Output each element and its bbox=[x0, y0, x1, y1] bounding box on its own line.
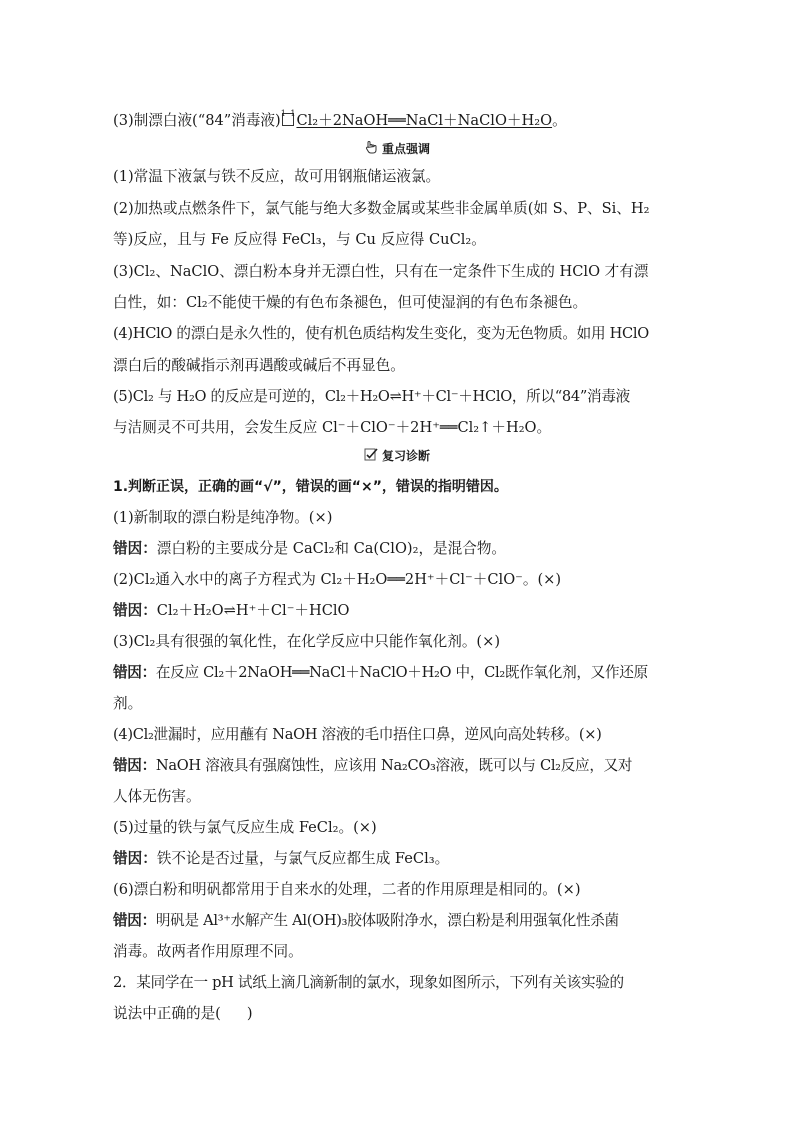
judgement-item: (4)Cl₂泄漏时，应用蘸有 NaOH 溶液的毛巾捂住口鼻，逆风向高处转移。(×) bbox=[113, 726, 602, 743]
text: 在反应 Cl₂＋2NaOH══NaCl＋NaClO＋H₂O 中，Cl₂既作氧化剂，又作还原 bbox=[155, 664, 648, 681]
paragraph-line: 等)反应，且与 Fe 反应得 FeCl₃，与 Cu 反应得 CuCl₂。 bbox=[113, 231, 486, 248]
heading-text: 复习诊断 bbox=[381, 449, 430, 463]
equation-line-bleach bbox=[113, 104, 567, 131]
text: (3)制漂白液(“84”消毒液) bbox=[113, 112, 281, 129]
question-stem: 2．某同学在一 pH 试纸上滴几滴新制的氯水，现象如图所示，下列有关该实验的 bbox=[113, 974, 624, 991]
paragraph-line: (1)常温下液氯与铁不反应，故可用钢瓶储运液氯。 bbox=[113, 168, 441, 185]
text: 铁不论是否过量，与氯气反应都生成 FeCl₃。 bbox=[156, 850, 450, 867]
judgement-item: (3)Cl₂具有很强的氧化性，在化学反应中只能作氧化剂。(×) bbox=[113, 633, 501, 650]
error-label: 错因： bbox=[113, 664, 156, 681]
text: ) bbox=[246, 1005, 253, 1022]
text: 明矾是 Al³⁺水解产生 Al(OH)₃胶体吸附净水，漂白粉是利用强氧化性杀菌 bbox=[155, 912, 619, 929]
error-reason-line bbox=[113, 539, 506, 559]
error-reason-line bbox=[113, 663, 648, 683]
paragraph-line: (5)Cl₂ 与 H₂O 的反应是可逆的，Cl₂＋H₂O⇌H⁺＋Cl⁻＋HClO，所以“84”消毒液 bbox=[113, 388, 630, 405]
text: 漂白粉的主要成分是 CaCl₂和 Ca(ClO)₂，是混合物。 bbox=[156, 540, 507, 557]
electron-transfer-mark: 1 1 bbox=[280, 109, 297, 118]
paragraph-line: 剂。 bbox=[113, 695, 143, 712]
text: Cl₂＋H₂O⇌H⁺＋Cl⁻＋HClO bbox=[156, 602, 350, 619]
section-heading-review bbox=[0, 447, 794, 466]
section-heading-key-points bbox=[0, 140, 794, 159]
paragraph-line: 人体无伤害。 bbox=[113, 788, 201, 805]
judgement-item: (2)Cl₂通入水中的离子方程式为 Cl₂＋H₂O══2H⁺＋Cl⁻＋ClO⁻。(×) bbox=[113, 571, 562, 588]
paragraph-line: (4)HClO 的漂白是永久性的，使有机色质结构发生变化，变为无色物质。如用 HClO bbox=[113, 325, 649, 342]
paragraph-line: 漂白后的酸碱指示剂再遇酸或碱后不再显色。 bbox=[113, 357, 405, 374]
paragraph-line: (2)加热或点燃条件下，氯气能与绝大多数金属或某些非金属单质(如 S、P、Si、H₂ bbox=[113, 200, 650, 217]
judgement-item: (6)漂白粉和明矾都常用于自来水的处理，二者的作用原理是相同的。(×) bbox=[113, 881, 581, 898]
paragraph-line: (3)Cl₂、NaClO、漂白粉本身并无漂白性，只有在一定条件下生成的 HClO 才有漂 bbox=[113, 263, 649, 280]
error-label: 错因： bbox=[113, 540, 157, 557]
hand-pointer-icon bbox=[364, 140, 378, 159]
text: 说法中正确的是( bbox=[113, 1005, 221, 1022]
judgement-item: (1)新制取的漂白粉是纯净物。(×) bbox=[113, 509, 333, 526]
paragraph-line: 白性，如：Cl₂不能使干燥的有色布条褪色，但可使湿润的有色布条褪色。 bbox=[113, 294, 588, 311]
heading-text: 重点强调 bbox=[381, 142, 430, 156]
error-reason-line bbox=[113, 911, 619, 931]
error-label: 错因： bbox=[113, 602, 157, 619]
paragraph-line: 与洁厕灵不可共用，会发生反应 Cl⁻＋ClO⁻＋2H⁺══Cl₂↑＋H₂O。 bbox=[113, 419, 552, 436]
paragraph-line: 消毒。故两者作用原理不同。 bbox=[113, 943, 303, 960]
error-reason-line bbox=[113, 849, 449, 869]
question-stem: 1.判断正误，正确的画“√”，错误的画“×”，错误的指明错因。 bbox=[113, 479, 508, 495]
error-label: 错因： bbox=[113, 757, 156, 774]
question-stem-end bbox=[113, 1004, 253, 1024]
chemical-equation: Cl₂＋2NaOH══NaCl＋NaClO＋H₂O bbox=[296, 112, 553, 129]
text: NaOH 溶液具有强腐蚀性，应该用 Na₂CO₃溶液，既可以与 Cl₂反应，又对 bbox=[155, 757, 633, 774]
checkmark-pencil-icon bbox=[364, 447, 378, 466]
text: 。 bbox=[552, 112, 567, 129]
error-reason-line bbox=[113, 601, 350, 621]
error-reason-line bbox=[113, 756, 632, 776]
error-label: 错因： bbox=[113, 912, 156, 929]
judgement-item: (5)过量的铁与氯气反应生成 FeCl₂。(×) bbox=[113, 819, 377, 836]
error-label: 错因： bbox=[113, 850, 157, 867]
